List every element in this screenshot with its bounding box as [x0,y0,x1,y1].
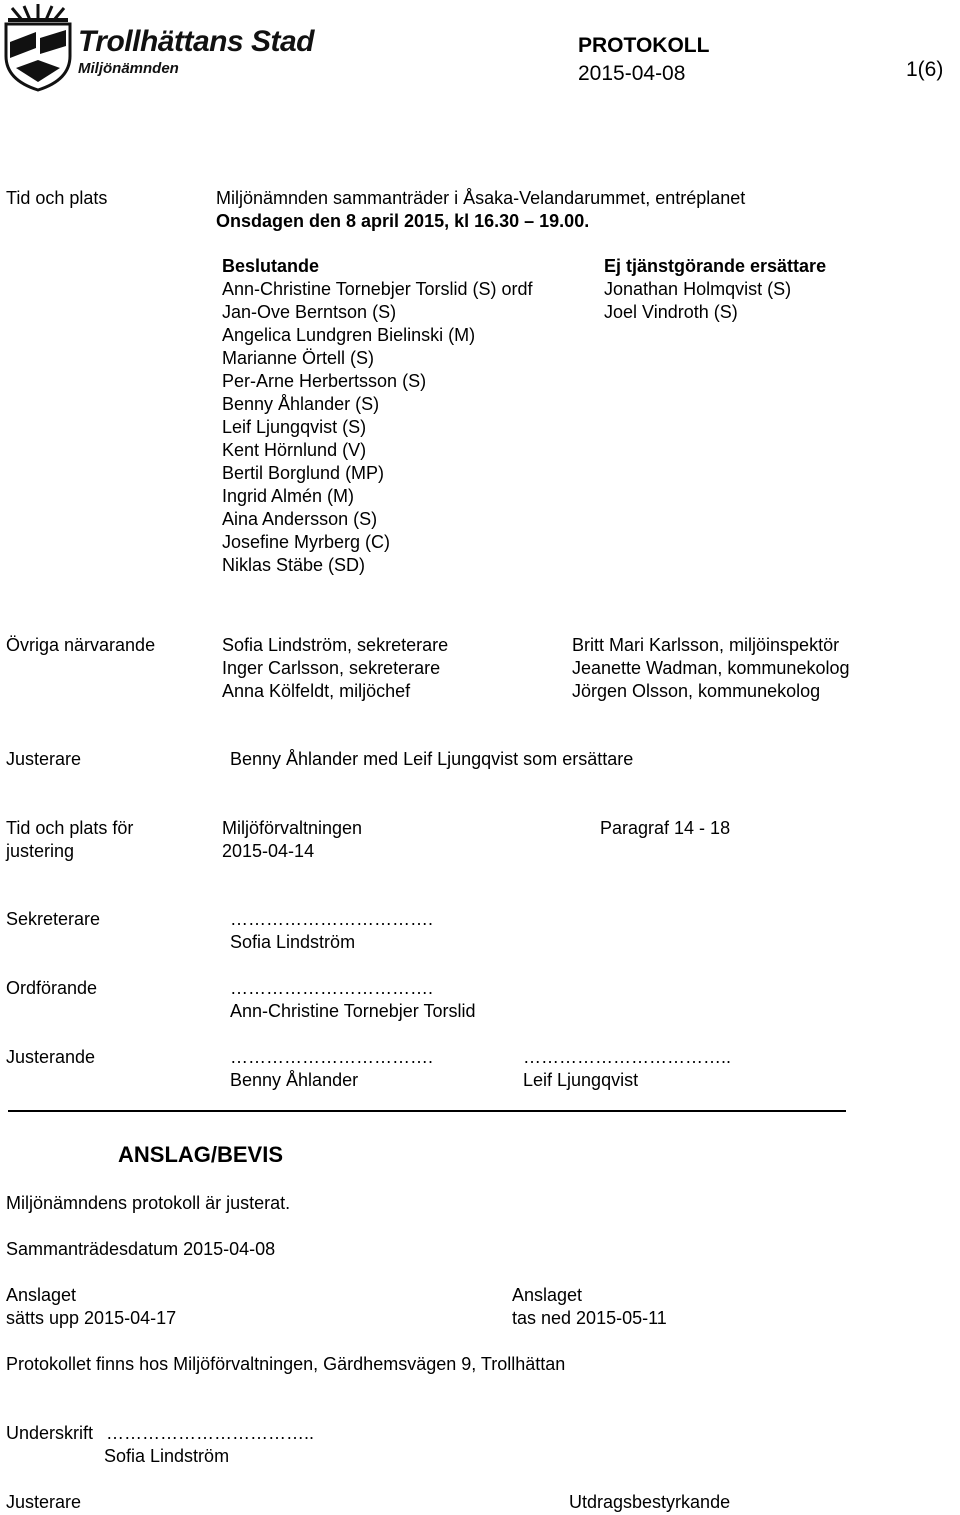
footer-justerare: Justerare [6,1492,82,1512]
justering-place: Miljöförvaltningen [222,818,363,838]
ersattare-member: Joel Vindroth (S) [604,302,738,322]
attendee: Britt Mari Karlsson, miljöinspektör [572,635,840,655]
page-number: 1(6) [906,58,944,81]
attendee: Inger Carlsson, sekreterare [222,658,441,678]
member: Benny Åhlander (S) [222,394,380,414]
member: Ingrid Almén (M) [222,486,355,506]
beslutande-heading: Beslutande [222,256,320,276]
meeting-place: Miljönämnden sammanträder i Åsaka-Velandarummet, entréplanet [216,188,746,208]
justerare-label: Justerare [6,749,82,769]
justering-label-2: justering [6,841,75,861]
brand-name: Trollhättans Stad [78,25,314,58]
justerande-label: Justerande [6,1047,96,1067]
attendee: Jeanette Wadman, kommunekolog [572,658,850,678]
member: Angelica Lundgren Bielinski (M) [222,325,476,345]
anslag-forvaring: Protokollet finns hos Miljöförvaltningen, Gärdhemsvägen 9, Trollhättan [6,1354,566,1374]
justerande-1-name: Benny Åhlander [230,1070,359,1090]
anslag-uppsatt-label: Anslaget [6,1285,77,1305]
justerande-2-name: Leif Ljungqvist [523,1070,639,1090]
section-divider [8,1110,846,1112]
beslutande-list [222,255,532,577]
ersattare-member: Jonathan Holmqvist (S) [604,279,792,299]
ordforande-label: Ordförande [6,978,98,998]
justering-paragraf: Paragraf 14 - 18 [600,818,731,838]
justerande-2-signature-line: …………………………….. [523,1047,732,1067]
ovriga-col2 [572,634,849,703]
ordforande-name: Ann-Christine Tornebjer Torslid [230,1001,476,1021]
justering-label-1: Tid och plats för [6,818,134,838]
underskrift-name: Sofia Lindström [104,1446,230,1466]
ovriga-label: Övriga närvarande [6,635,156,655]
meeting-time: Onsdagen den 8 april 2015, kl 16.30 – 19.00. [216,211,590,231]
member: Kent Hörnlund (V) [222,440,367,460]
member: Per-Arne Herbertsson (S) [222,371,427,391]
member: Leif Ljungqvist (S) [222,417,367,437]
footer-utdragsbestyrkande: Utdragsbestyrkande [569,1492,731,1512]
sekreterare-name: Sofia Lindström [230,932,356,952]
ovriga-col1 [222,634,448,703]
justering-date: 2015-04-14 [222,841,315,861]
ordforande-signature-line: ……………………………. [230,978,434,998]
anslag-sammantradesdatum: Sammanträdesdatum 2015-04-08 [6,1239,276,1259]
attendee: Anna Kölfeldt, miljöchef [222,681,411,701]
ersattare-list [604,255,826,324]
justerande-1-signature-line: ……………………………. [230,1047,434,1067]
document-date: 2015-04-08 [578,62,686,85]
attendee: Sofia Lindström, sekreterare [222,635,449,655]
underskrift-label: Underskrift [6,1423,94,1443]
sekreterare-signature-line: ……………………………. [230,909,434,929]
underskrift-signature-line: …………………………….. [106,1423,315,1443]
anslag-justerat: Miljönämndens protokoll är justerat. [6,1193,291,1213]
member: Aina Andersson (S) [222,509,378,529]
anslag-uppsatt-date: sätts upp 2015-04-17 [6,1308,177,1328]
member: Marianne Örtell (S) [222,348,375,368]
member: Josefine Myrberg (C) [222,532,391,552]
document-type: PROTOKOLL [578,34,710,57]
brand-subtitle: Miljönämnden [78,60,179,77]
brand [78,26,314,78]
anslag-nedtas-label: Anslaget [512,1285,583,1305]
attendee: Jörgen Olsson, kommunekolog [572,681,821,701]
justerare-value: Benny Åhlander med Leif Ljungqvist som ersättare [230,749,634,769]
municipal-crest-logo [2,2,74,92]
member: Niklas Stäbe (SD) [222,555,366,575]
sekreterare-label: Sekreterare [6,909,101,929]
ersattare-heading: Ej tjänstgörande ersättare [604,256,827,276]
meeting-label: Tid och plats [6,188,108,208]
member: Jan-Ove Berntson (S) [222,302,397,322]
anslag-title: ANSLAG/BEVIS [118,1142,284,1167]
member: Bertil Borglund (MP) [222,463,385,483]
member: Ann-Christine Tornebjer Torslid (S) ordf [222,279,533,299]
anslag-nedtas-date: tas ned 2015-05-11 [512,1308,667,1328]
